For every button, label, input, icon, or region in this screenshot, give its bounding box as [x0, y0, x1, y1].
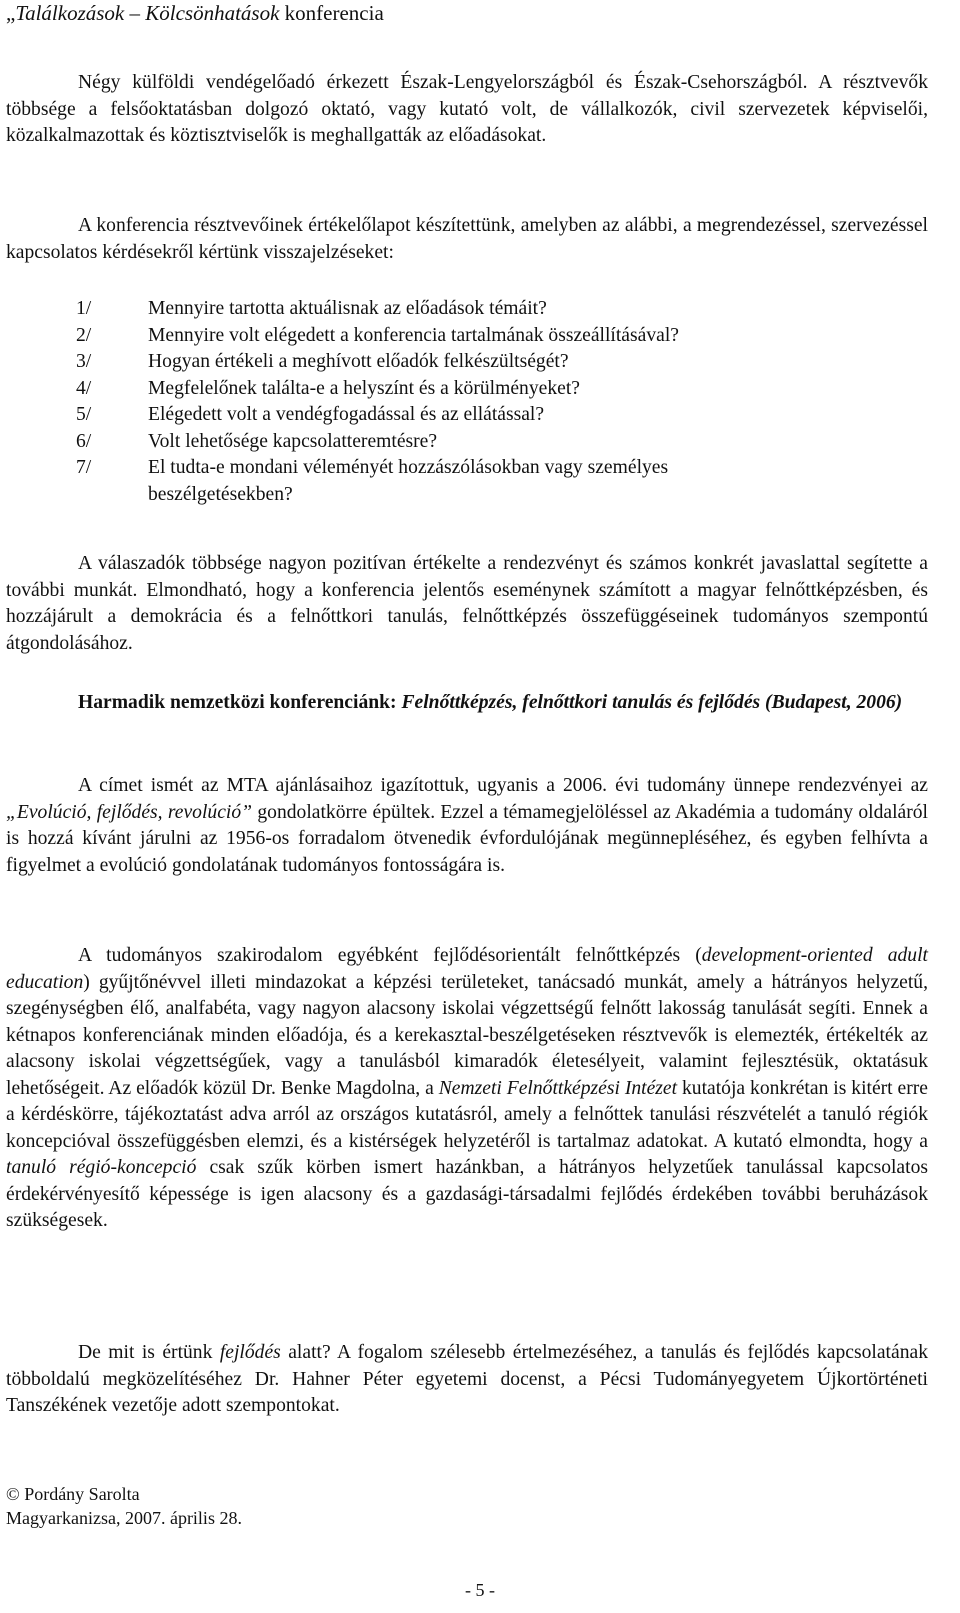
list-item	[76, 455, 836, 508]
paragraph-dev-text-g: csak szűk körben ismert hazánkban, a hátrányos helyzetűek tanulással kapcsolatos érdekérvényesítő képessége is igen alacsony és a gazdasági-társadalmi fejlődés érdekében további beruházások szükségesek.	[6, 1157, 928, 1231]
list-item-text: Elégedett volt a vendégfogadással és az ellátással?	[148, 404, 545, 425]
page-number: - 5 -	[465, 1580, 495, 1600]
list-item-text: Mennyire volt elégedett a konferencia tartalmának összeállításával?	[148, 324, 679, 346]
header-title: Találkozások – Kölcsönhatások	[15, 1, 280, 25]
list-item	[76, 402, 836, 429]
list-item-text: Volt lehetősége kapcsolatteremtésre?	[148, 430, 438, 452]
list-item-number: 1/	[76, 298, 92, 319]
copyright-line	[6, 1482, 242, 1506]
list-item-number: 3/	[76, 351, 92, 372]
development-term: fejlődés	[219, 1342, 281, 1363]
paragraph-dev-text-e: kutatója konkrétan is kitért erre a kérdéskörre, tájékoztatást adva arról az országos kutatásról, amely a felnőttek tanulási részvételét a tanuló régiók koncepcióval összefüggésben elemzi, és a kistérségek helyzetéről is tartalmaz adatokat. A kutató elmondta, hogy a	[6, 1077, 928, 1152]
author-name: Pordány Sarolta	[24, 1484, 140, 1504]
list-item	[76, 376, 836, 403]
paragraph-mta-title-text-c: gondolatkörre épültek. Ezzel a témamegjelöléssel az Akadémia a tudomány oldaláról is hozzá kívánt járulni az 1956-os forradalom ötvenedik évfordulójának megünnepléséhez, és egyben felhívta a figyelmet a evolúció gondolatának tudományos fontosságára is.	[6, 801, 928, 876]
english-term: development-oriented adult education	[6, 945, 928, 993]
list-item-number: 2/	[76, 324, 92, 346]
header-suffix: konferencia	[279, 1, 384, 25]
list-item	[76, 349, 836, 376]
list-item-text: Hogyan értékeli a meghívott előadók felkészültségét?	[148, 351, 569, 372]
paragraph-results: A válaszadók többsége nagyon pozitívan értékelte a rendezvényt és számos konkrét javaslattal segítette a további munkát. Elmondható, hogy a konferencia jelentős eseménynek számított a magyar felnőttképzésben, és hozzájárult a demokrácia és a felnőttkori tanulás, felnőttképzés összefüggéseinek tudományos szempontú átgondolásához.	[6, 553, 928, 654]
institute-name: Nemzeti Felnőttképzési Intézet	[438, 1077, 678, 1099]
list-item-number: 6/	[76, 430, 92, 452]
paragraph-mta-title-text-a: A címet ismét az MTA ajánlásaihoz igazítottuk, ugyanis a 2006. évi tudomány ünnepe rendezvényei az	[78, 775, 928, 796]
paragraph-meaning-text-c: alatt? A fogalom szélesebb értelmezéséhez, a tanulás és fejlődés kapcsolatának többoldalú megközelítéséhez Dr. Hahner Péter egyetemi docenst, a Pécsi Tudományegyetem Újkortörténeti Tanszékének vezetője adott szempontokat.	[6, 1342, 928, 1416]
list-item	[76, 429, 836, 456]
paragraph-dev-text-a: A tudományos szakirodalom egyébként fejlődésorientált felnőttképzés (	[78, 945, 702, 966]
list-item	[76, 323, 836, 350]
running-header	[6, 0, 384, 26]
heading-title: Felnőttképzés, felnőttkori tanulás és fejlődés (Budapest, 2006)	[401, 692, 903, 713]
learning-region-term: tanuló régió-koncepció	[6, 1157, 197, 1178]
list-item-number: 4/	[76, 377, 92, 399]
quoted-theme: „Evolúció, fejlődés, revolúció”	[6, 801, 253, 823]
question-list	[76, 296, 836, 508]
place-date: Magyarkanizsa, 2007. április 28.	[6, 1508, 242, 1528]
paragraph-mta-title	[6, 773, 928, 879]
paragraph-foreign-speakers: Négy külföldi vendégelőadó érkezett Észak-Lengyelországból és Észak-Csehországból. A résztvevők többsége a felsőoktatásban dolgozó oktató, vagy kutató volt, de vállalkozók, civil szervezetek képviselői, közalkalmazottak és köztisztviselők is meghallgatták az előadásokat.	[6, 72, 928, 146]
paragraph-evaluation-sheet: A konferencia résztvevőinek értékelőlapot készítettünk, amelyben az alábbi, a megrendezéssel, szervezéssel kapcsolatos kérdésekről kértünk visszajelzéseket:	[6, 215, 928, 263]
list-item	[76, 296, 836, 323]
paragraph-development-oriented	[6, 943, 928, 1235]
paragraph-dev-text-c: ) gyűjtőnévvel illeti mindazokat a képzési területeket, tanácsadó munkát, amely a hátrányos helyzetű, szegénységben élő, analfabéta, vagy nagyon alacsony iskolai végzettségű felnőtt lakosság tanulását segíti. Ennek a kétnapos konferenciának minden előadója, és a kerekasztal-beszélgetéseken résztvevők is elemezték, értékelték az alacsony iskolai végzettségűek, vagy a tanulásból kimaradók életesélyeit, valamint fejlesztésük, oktatásuk lehetőségeit. Az előadók közül Dr. Benke Magdolna, a	[6, 971, 928, 1099]
list-item-number: 7/	[76, 457, 92, 478]
paragraph-meaning-text-a: De mit is értünk	[78, 1342, 220, 1363]
heading-prefix: Harmadik nemzetközi konferenciánk:	[78, 692, 402, 713]
section-heading	[6, 690, 928, 717]
list-item-number: 5/	[76, 404, 92, 425]
list-item-text: El tudta-e mondani véleményét hozzászólásokban vagy személyes beszélgetésekben?	[148, 457, 669, 505]
paragraph-development-meaning	[6, 1340, 928, 1420]
header-open-quote: „	[6, 1, 16, 25]
list-item-text: Megfelelőnek találta-e a helyszínt és a körülményeket?	[148, 377, 580, 399]
list-item-text: Mennyire tartotta aktuálisnak az előadások témáit?	[148, 298, 547, 319]
footer	[6, 1482, 242, 1530]
copyright-symbol: ©	[6, 1484, 20, 1504]
